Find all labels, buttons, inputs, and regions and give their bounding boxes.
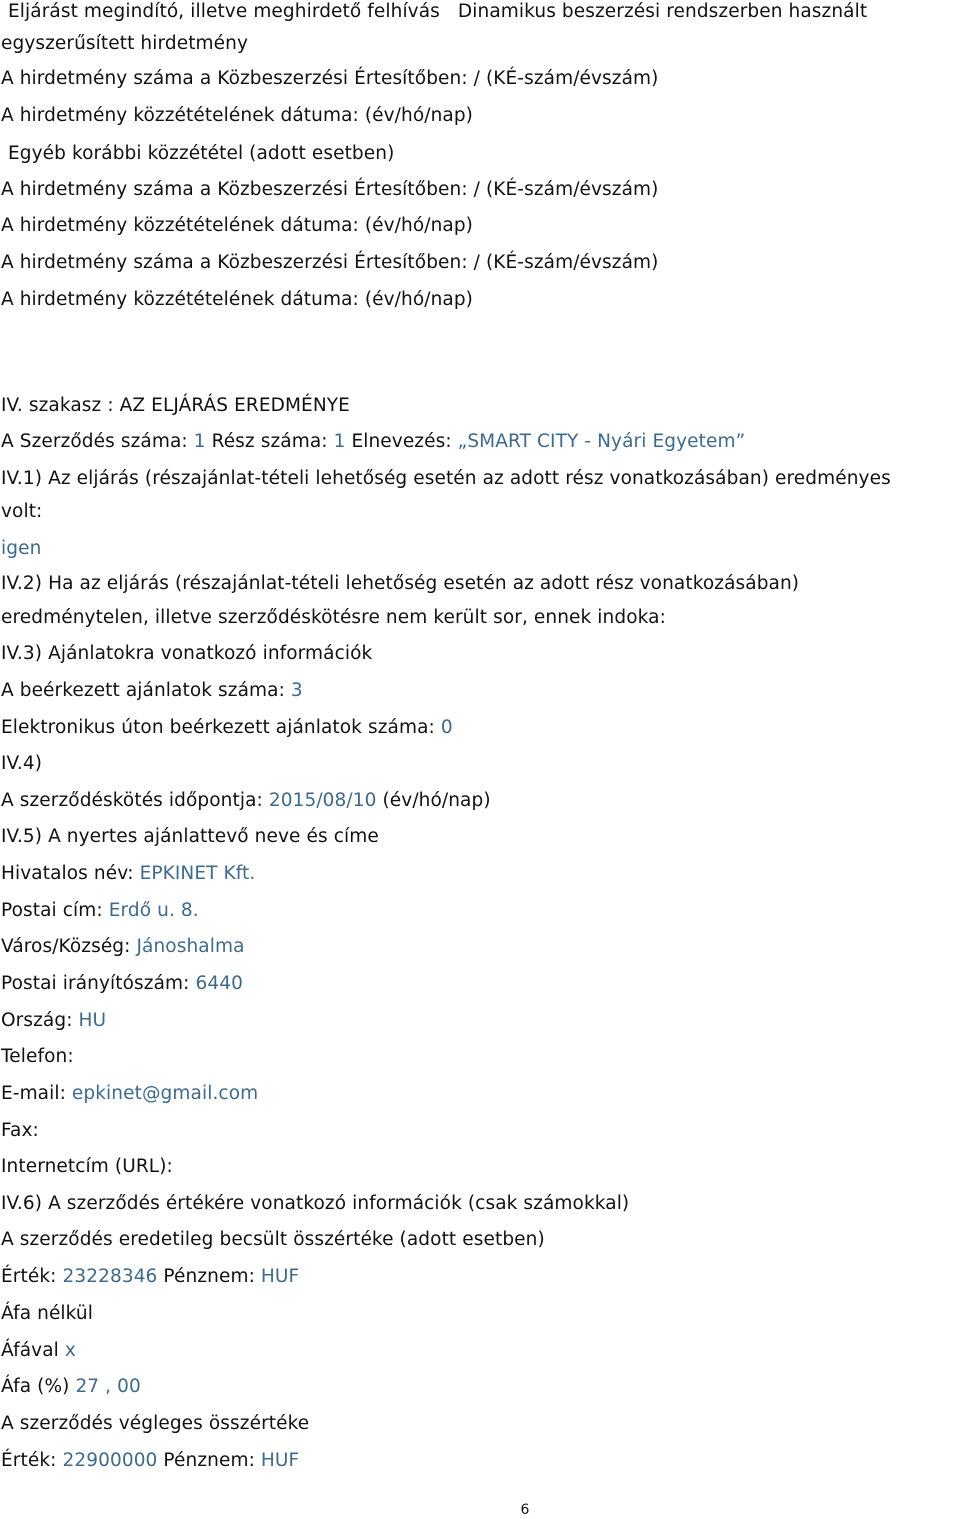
postal-label: Postai cím: (1, 900, 103, 921)
iv6-heading: IV.6) A szerződés értékére vonatkozó információk (csak számokkal) (1, 1193, 630, 1214)
contract-name: „SMART CITY - Nyári Egyetem” (457, 431, 746, 452)
zip-label: Postai irányítószám: (1, 973, 190, 994)
zip-value: 6440 (195, 973, 243, 994)
page-number: 6 (520, 1502, 530, 1518)
e-offers-line (1, 717, 453, 739)
official-name-line (1, 863, 255, 885)
vat-label: Áfa (%) (1, 1376, 70, 1397)
currency-2: HUF (260, 1450, 300, 1471)
section-heading: IV. szakasz : AZ ELJÁRÁS EREDMÉNYE (1, 395, 350, 416)
iv5-heading: IV.5) A nyertes ajánlattevő neve és címe (1, 826, 379, 847)
iv1-line1: IV.1) Az eljárás (részajánlat-tételi lehetőség esetén az adott rész vonatkozásában) eredményes (1, 468, 891, 489)
e-offers-value: 0 (440, 717, 453, 738)
postal-line (1, 900, 199, 922)
official-name-value: EPKINET Kft. (139, 863, 256, 884)
email-value: epkinet@gmail.com (71, 1083, 259, 1104)
value-2: 22900000 (62, 1450, 158, 1471)
title-a: Eljárást megindító, illetve meghirdető felhívás (8, 1, 440, 22)
signing-date: 2015/08/10 (268, 790, 377, 811)
country-label: Ország: (1, 1010, 73, 1031)
value-label-1: Érték: (1, 1266, 57, 1287)
final-heading: A szerződés végleges összértéke (1, 1413, 310, 1434)
part-label: Rész száma: (211, 431, 328, 452)
contract-line (1, 431, 745, 453)
iv3-heading: IV.3) Ajánlatokra vonatkozó információk (1, 643, 373, 664)
offers-line (1, 680, 303, 702)
notice-date-1: A hirdetmény közzétételének dátuma: (év/hó/nap) (1, 105, 473, 126)
value-1: 23228346 (62, 1266, 158, 1287)
with-vat-label: Áfával (1, 1340, 59, 1361)
country-value: HU (78, 1010, 107, 1031)
phone-label: Telefon: (1, 1046, 74, 1067)
url-label: Internetcím (URL): (1, 1156, 173, 1177)
zip-line (1, 973, 243, 995)
name-label: Elnevezés: (351, 431, 452, 452)
email-label: E-mail: (1, 1083, 66, 1104)
fax-label: Fax: (1, 1120, 39, 1141)
vat-value: 27 , 00 (75, 1376, 141, 1397)
value-label-2: Érték: (1, 1450, 57, 1471)
country-line (1, 1010, 106, 1032)
notice-number-2: A hirdetmény száma a Közbeszerzési Értesítőben: / (KÉ-szám/évszám) (1, 179, 659, 200)
notice-date-3: A hirdetmény közzétételének dátuma: (év/hó/nap) (1, 289, 473, 310)
iv1-line2: volt: (1, 501, 43, 522)
offers-value: 3 (290, 680, 303, 701)
notice-number-1: A hirdetmény száma a Közbeszerzési Értesítőben: / (KÉ-szám/évszám) (1, 68, 659, 89)
estimated-heading: A szerződés eredetileg becsült összértéke (adott esetben) (1, 1229, 545, 1250)
iv2-line2: eredménytelen, illetve szerződéskötésre nem került sor, ennek indoka: (1, 607, 666, 628)
iv4-heading: IV.4) (1, 753, 43, 774)
e-offers-label: Elektronikus úton beérkezett ajánlatok száma: (1, 717, 435, 738)
other-publication: Egyéb korábbi közzététel (adott esetben) (8, 143, 395, 164)
vat-line (1, 1376, 141, 1398)
signing-label: A szerződéskötés időpontja: (1, 790, 263, 811)
currency-1: HUF (260, 1266, 300, 1287)
contract-label: A Szerződés száma: (1, 431, 188, 452)
postal-value: Erdő u. 8. (108, 900, 199, 921)
email-line (1, 1083, 258, 1105)
iv2-line1: IV.2) Ha az eljárás (részajánlat-tételi lehetőség esetén az adott rész vonatkozásában) (1, 573, 800, 594)
city-line (1, 936, 245, 958)
contract-number: 1 (193, 431, 206, 452)
signing-line (1, 790, 491, 812)
with-vat-line (1, 1340, 76, 1362)
notice-number-3: A hirdetmény száma a Közbeszerzési Értesítőben: / (KÉ-szám/évszám) (1, 252, 659, 273)
official-name-label: Hivatalos név: (1, 863, 134, 884)
estimated-value-line (1, 1266, 299, 1288)
iv1-value: igen (1, 538, 42, 559)
notice-date-2: A hirdetmény közzétételének dátuma: (év/hó/nap) (1, 215, 473, 236)
signing-unit: (év/hó/nap) (382, 790, 491, 811)
currency-label-1: Pénznem: (163, 1266, 255, 1287)
with-vat-mark: x (64, 1340, 76, 1361)
offers-label: A beérkezett ajánlatok száma: (1, 680, 285, 701)
title-c: egyszerűsített hirdetmény (1, 33, 249, 54)
part-number: 1 (333, 431, 346, 452)
city-label: Város/Község: (1, 936, 131, 957)
procedure-type-line (8, 1, 867, 23)
title-b: Dinamikus beszerzési rendszerben használt (457, 1, 868, 22)
city-value: Jánoshalma (136, 936, 245, 957)
without-vat: Áfa nélkül (1, 1303, 93, 1324)
currency-label-2: Pénznem: (163, 1450, 255, 1471)
final-value-line (1, 1450, 299, 1472)
